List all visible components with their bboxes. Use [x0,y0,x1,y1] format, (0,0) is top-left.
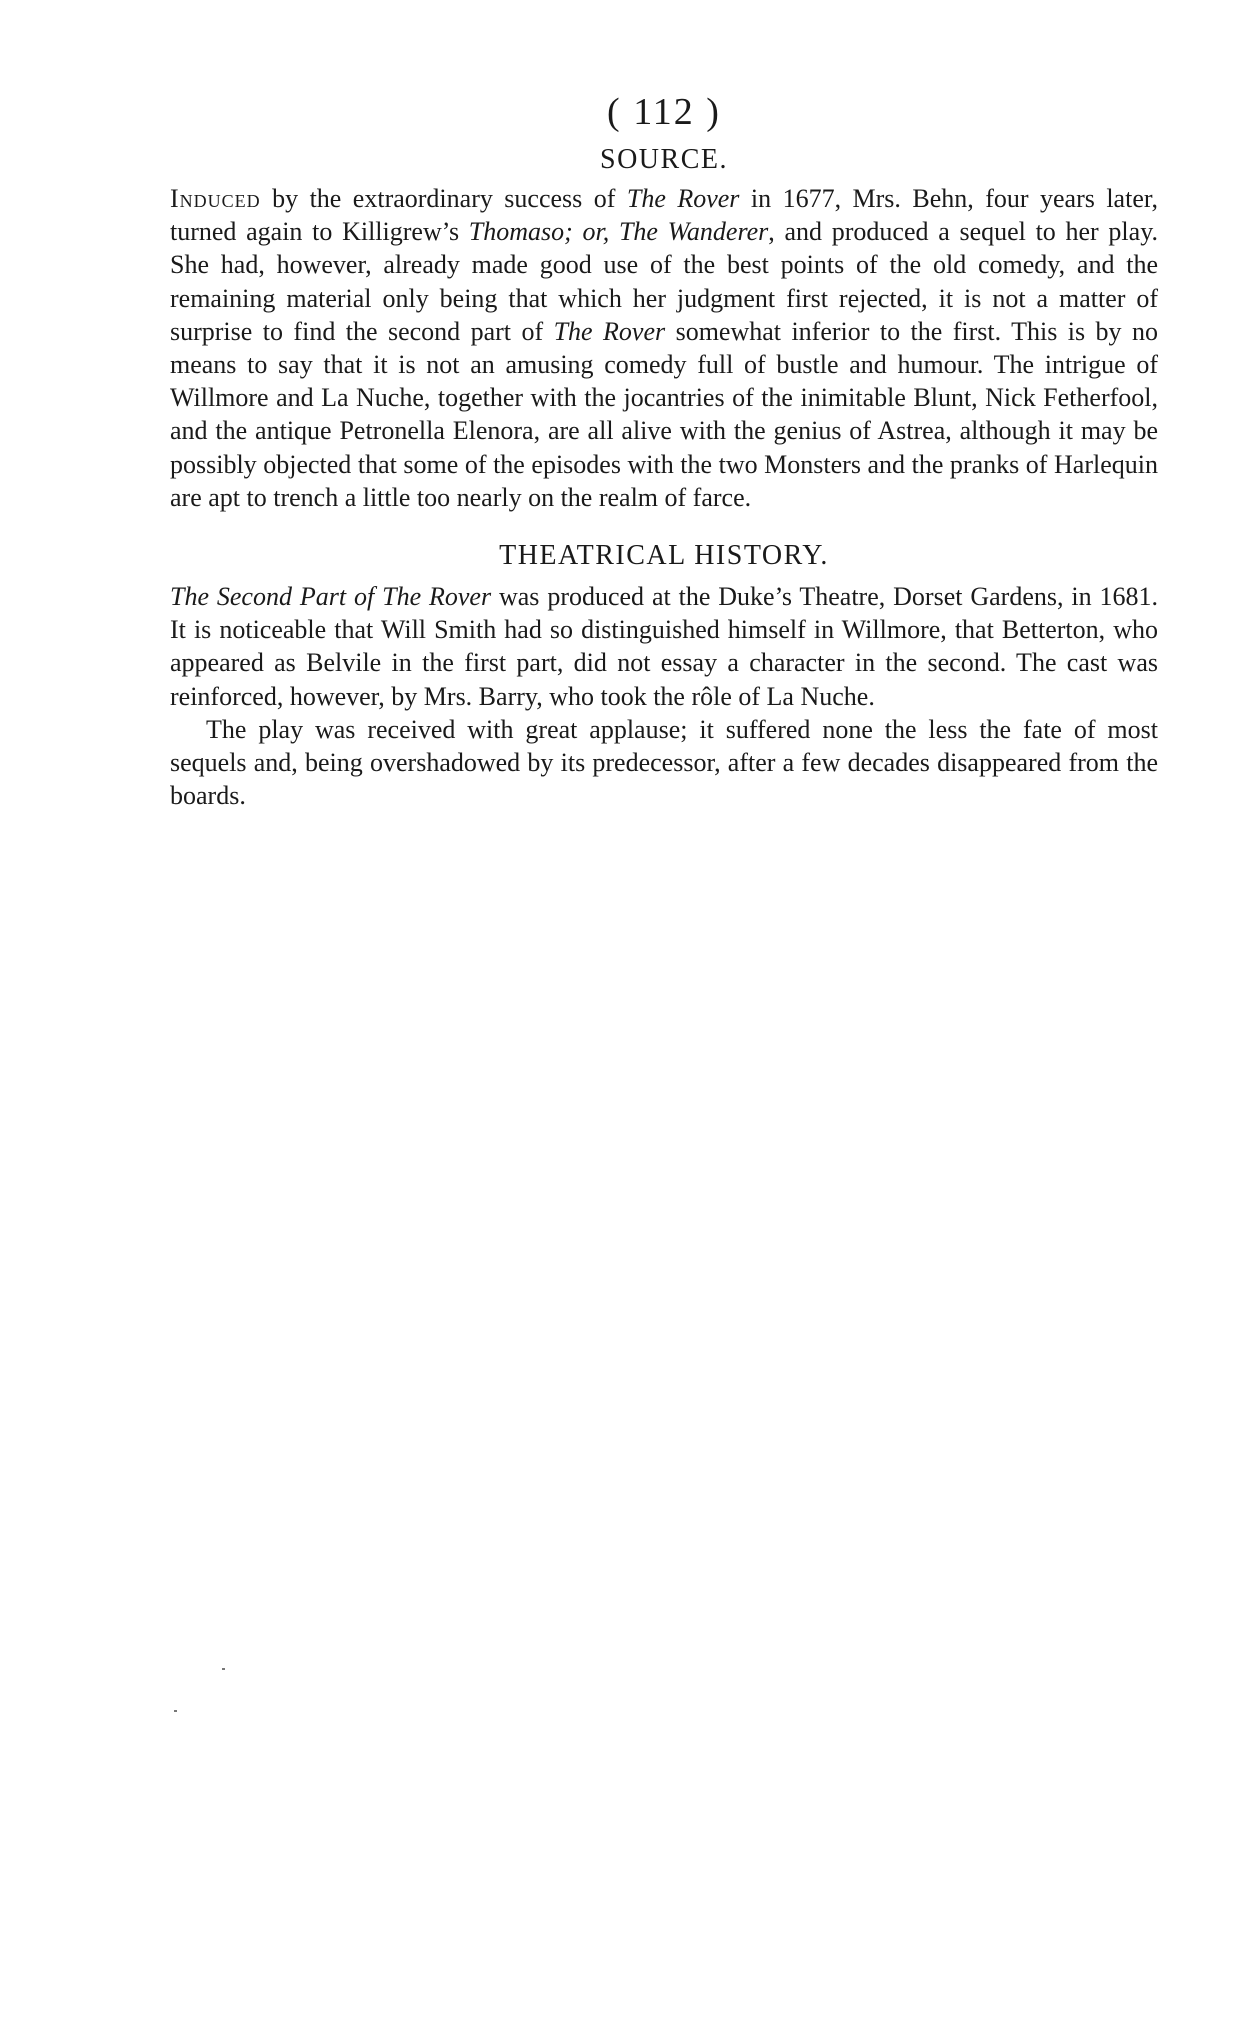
history-paragraph-2: The play was received with great applause; it suffered none the less the fate of most sequels and, being overshadowed by its predecessor, after a few decades disappeared from the boards. [170,714,1158,811]
source-title-the-rover-2: The Rover [553,316,666,346]
source-lead-word: Induced [170,184,261,213]
source-text-1: by the extraordinary success of [260,184,627,213]
source-title-thomaso: Thomaso; or, The Wanderer [468,217,769,247]
document-page [170,88,1158,812]
scan-speck [174,1710,177,1712]
source-paragraph [170,182,1158,514]
source-heading: SOURCE. [600,144,728,175]
page-number: ( 112 ) [607,91,721,133]
source-text-3: , and produced a sequel to her play. She had, however, already made good use of the best points of the old comedy, and the remaining material only being that which her judgment first rejected, it is not a matter of surprise to find the second part of [170,217,1159,346]
source-title-the-rover: The Rover [626,184,740,213]
source-text-2: in 1677, Mrs. Behn, four years later, turned again to Killigrew’s [170,184,1158,247]
history-text-1: was produced at the Duke’s Theatre, Dorset Gardens, in 1681. It is noticeable that Will Smith had so distinguished himself in Willmore, that Betterton, who appeared as Belvile in the first part, did not essay a character in the second. The cast was reinforced, however, by Mrs. Barry, who took the rôle of La Nuche. [170,582,1158,711]
history-paragraph-1 [170,580,1158,713]
history-heading: THEATRICAL HISTORY. [499,540,829,572]
history-title-second-part: The Second Part of The Rover [170,582,492,612]
source-text-4: somewhat inferior to the first. This is by no means to say that it is not an amusing comedy full of bustle and humour. The intrigue of Willmore and La Nuche, together with the jocantries of the inimitable Blunt, Nick Fetherfool, and the antique Petronella Elenora, are all alive with the genius of Astrea, although it may be possibly objected that some of the episodes with the two Monsters and the pranks of Harlequin are apt to trench a little too nearly on the realm of farce. [170,316,1158,512]
scan-speck [222,1668,225,1670]
